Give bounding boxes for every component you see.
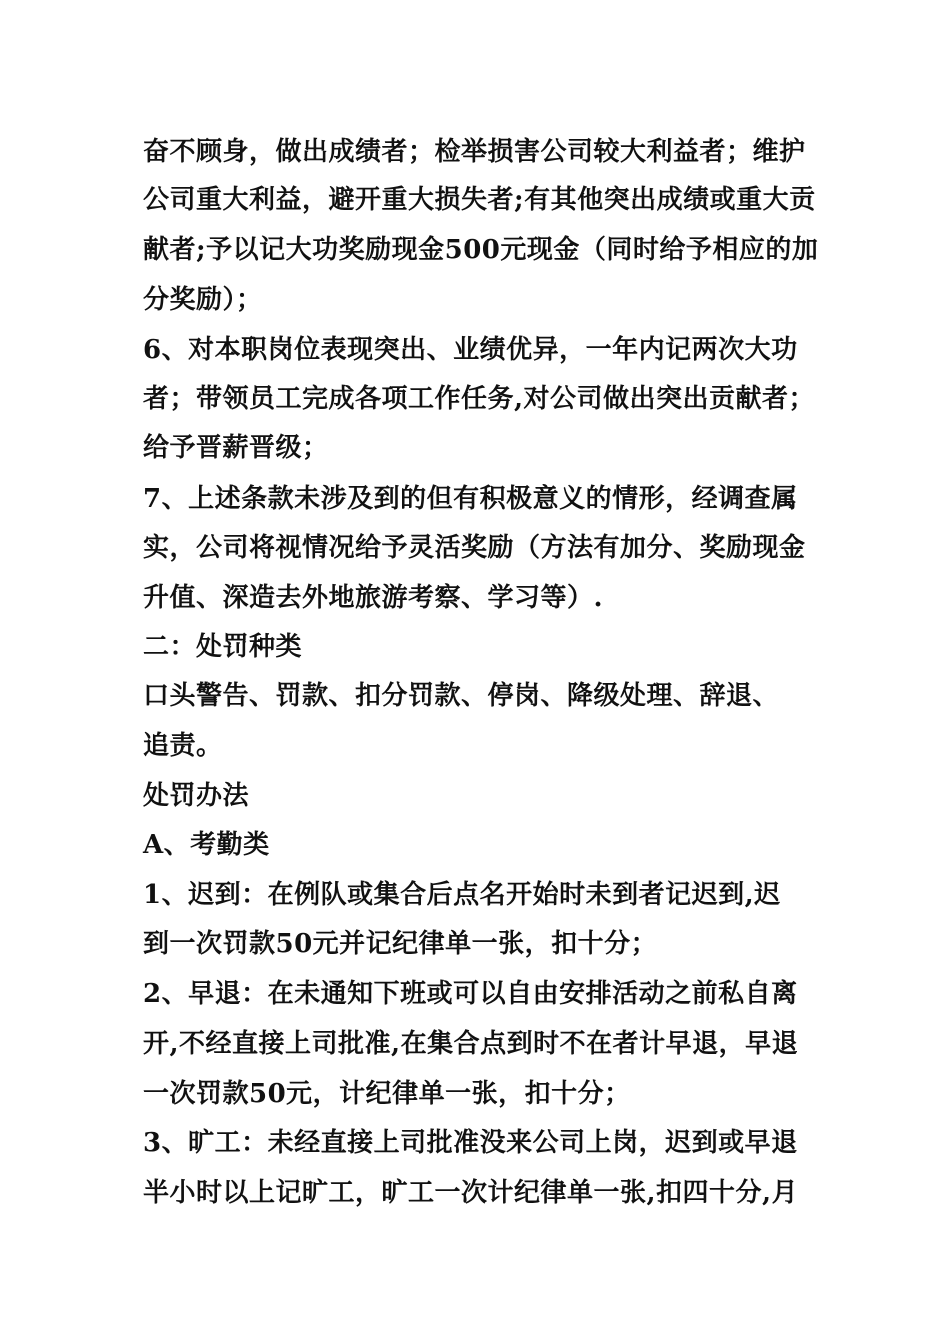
text-line: 6、对本职岗位表现突出、业绩优异，一年内记两次大功 — [143, 335, 798, 365]
text-line: 实，公司将视情况给予灵活奖励（方法有加分、奖励现金 — [143, 533, 806, 563]
text-line: 升值、深造去外地旅游考察、学习等）. — [143, 583, 604, 613]
text-line: 给予晋薪晋级； — [143, 433, 329, 463]
text-line: 7、上述条款未涉及到的但有积极意义的情形，经调查属 — [143, 484, 798, 514]
text-line: 公司重大利益，避开重大损失者;有其他突出成绩或重大贡 — [143, 185, 816, 215]
text-line: 者；带领员工完成各项工作任务,对公司做出突出贡献者； — [143, 384, 816, 414]
text-line: 半小时以上记旷工，旷工一次计纪律单一张,扣四十分,月 — [143, 1178, 799, 1208]
section-heading: 二：处罚种类 — [143, 632, 303, 662]
text-line: 献者;予以记大功奖励现金500元现金（同时给予相应的加 — [143, 235, 819, 265]
text-line: 3、旷工：未经直接上司批准没来公司上岗，迟到或早退 — [143, 1128, 798, 1158]
text-line: 一次罚款50元，计纪律单一张，扣十分； — [143, 1079, 631, 1109]
section-heading: A、考勤类 — [143, 830, 270, 860]
text-line: 口头警告、罚款、扣分罚款、停岗、降级处理、辞退、 — [143, 681, 780, 711]
text-line: 开,不经直接上司批准,在集合点到时不在者计早退，早退 — [143, 1029, 799, 1059]
text-line: 追责。 — [143, 731, 223, 761]
section-heading: 处罚办法 — [143, 781, 250, 811]
text-line: 奋不顾身，做出成绩者；检举损害公司较大利益者；维护 — [143, 137, 806, 167]
text-line: 分奖励）； — [143, 285, 263, 315]
text-line: 到一次罚款50元并记纪律单一张，扣十分； — [143, 929, 658, 959]
text-line: 1、迟到：在例队或集合后点名开始时未到者记迟到,迟 — [143, 880, 781, 910]
text-line: 2、早退：在未通知下班或可以自由安排活动之前私自离 — [143, 979, 798, 1009]
